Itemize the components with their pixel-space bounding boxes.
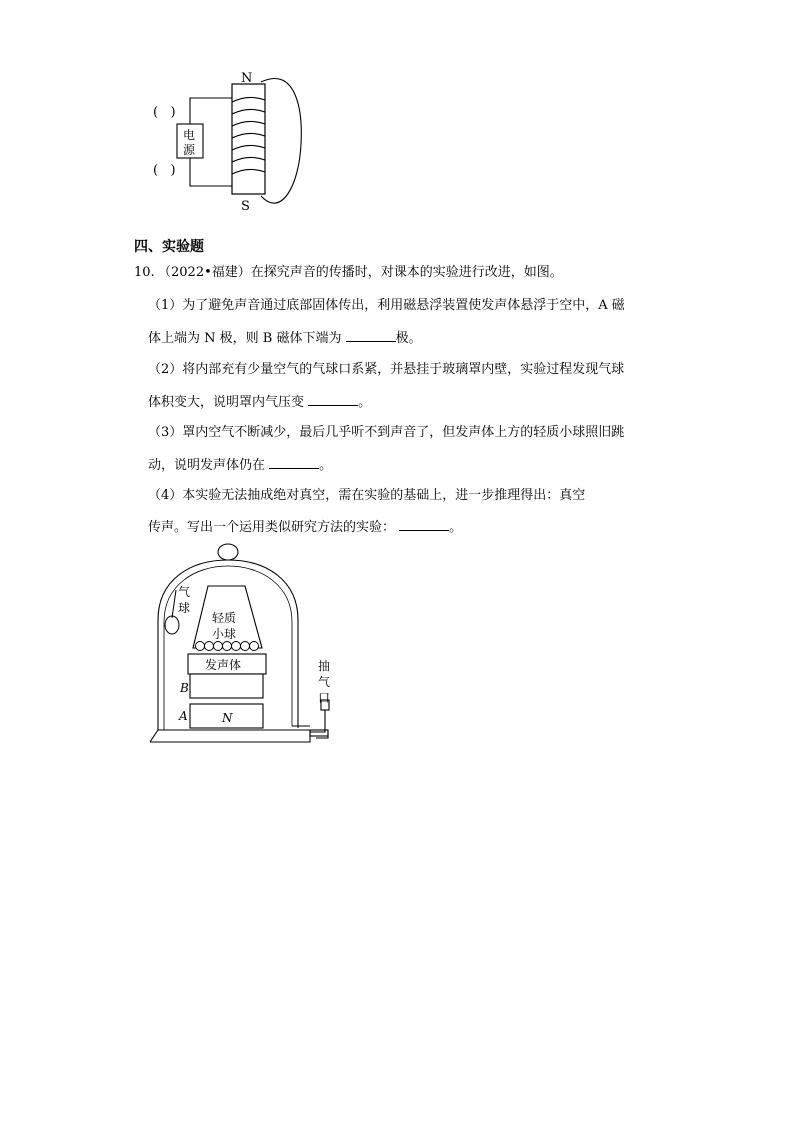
field-line-loop bbox=[261, 78, 301, 203]
magnet-a-label: A bbox=[179, 709, 188, 723]
part3-line1: （3）罩内空气不断减少，最后几乎听不到声音了，但发声体上方的轻质小球照旧跳 bbox=[148, 425, 625, 440]
coil-windings bbox=[232, 97, 265, 174]
magnet-b bbox=[190, 674, 263, 698]
question-number: 10. bbox=[134, 265, 155, 280]
base-plate bbox=[150, 730, 310, 742]
part1-suffix: 极。 bbox=[395, 331, 422, 346]
balloon-label-1: 气 bbox=[178, 585, 191, 599]
ball-label-2: 小球 bbox=[212, 627, 237, 641]
part2-suffix: 。 bbox=[358, 395, 372, 410]
part3-suffix: 。 bbox=[319, 458, 333, 473]
part3-text: 动，说明发声体仍在 bbox=[148, 458, 266, 473]
outlet-label-2: 气 bbox=[318, 675, 331, 689]
part1-line2 bbox=[148, 329, 422, 347]
part4-answer-blank[interactable] bbox=[399, 518, 449, 531]
part4-text: 传声。写出一个运用类似研究方法的实验： bbox=[148, 520, 396, 535]
balloon bbox=[165, 590, 179, 634]
power-label-1: 电 bbox=[183, 128, 196, 142]
part4-line1: （4）本实验无法抽成绝对真空，需在实验的基础上，进一步推理得出：真空 bbox=[148, 488, 586, 503]
part1-answer-blank[interactable] bbox=[346, 329, 396, 342]
ball-label-1: 轻质 bbox=[212, 611, 237, 625]
part4-line2 bbox=[148, 518, 462, 536]
sounder-label: 发声体 bbox=[205, 658, 242, 672]
question-source: （2022•福建）在探究声音的传播时，对课本的实验进行改进，如图。 bbox=[158, 265, 563, 280]
magnet-n-label: N bbox=[222, 711, 233, 725]
part1-line1: （1）为了避免声音通过底部固体传出，利用磁悬浮装置使发声体悬浮于空中，A 磁 bbox=[148, 298, 625, 313]
magnet-b-label: B bbox=[180, 681, 189, 695]
part1-text: 体上端为 N 极，则 B 磁体下端为 bbox=[148, 331, 342, 346]
outlet-label-3: 口 bbox=[318, 691, 331, 705]
part3-answer-blank[interactable] bbox=[269, 456, 319, 469]
part3-line2 bbox=[148, 456, 332, 474]
section-title: 四、实验题 bbox=[134, 239, 204, 255]
terminal-top-label: ( ) bbox=[153, 105, 176, 120]
part4-suffix: 。 bbox=[449, 520, 463, 535]
terminal-bottom-label: ( ) bbox=[153, 163, 176, 178]
north-pole-label: N bbox=[241, 71, 253, 86]
outlet-label-1: 抽 bbox=[318, 659, 331, 673]
south-pole-label: S bbox=[241, 199, 250, 214]
part2-line2 bbox=[148, 393, 371, 411]
part2-text: 体积变大，说明罩内气压变 bbox=[148, 395, 305, 410]
jar-knob bbox=[218, 544, 238, 560]
balloon-label-2: 球 bbox=[178, 601, 191, 615]
part2-answer-blank[interactable] bbox=[308, 393, 358, 406]
bell-jar-figure bbox=[150, 540, 350, 745]
part2-line1: （2）将内部充有少量空气的气球口系紧，并悬挂于玻璃罩内壁，实验过程发现气球 bbox=[148, 362, 625, 377]
electromagnet-figure bbox=[145, 68, 315, 218]
power-label-2: 源 bbox=[183, 143, 196, 157]
